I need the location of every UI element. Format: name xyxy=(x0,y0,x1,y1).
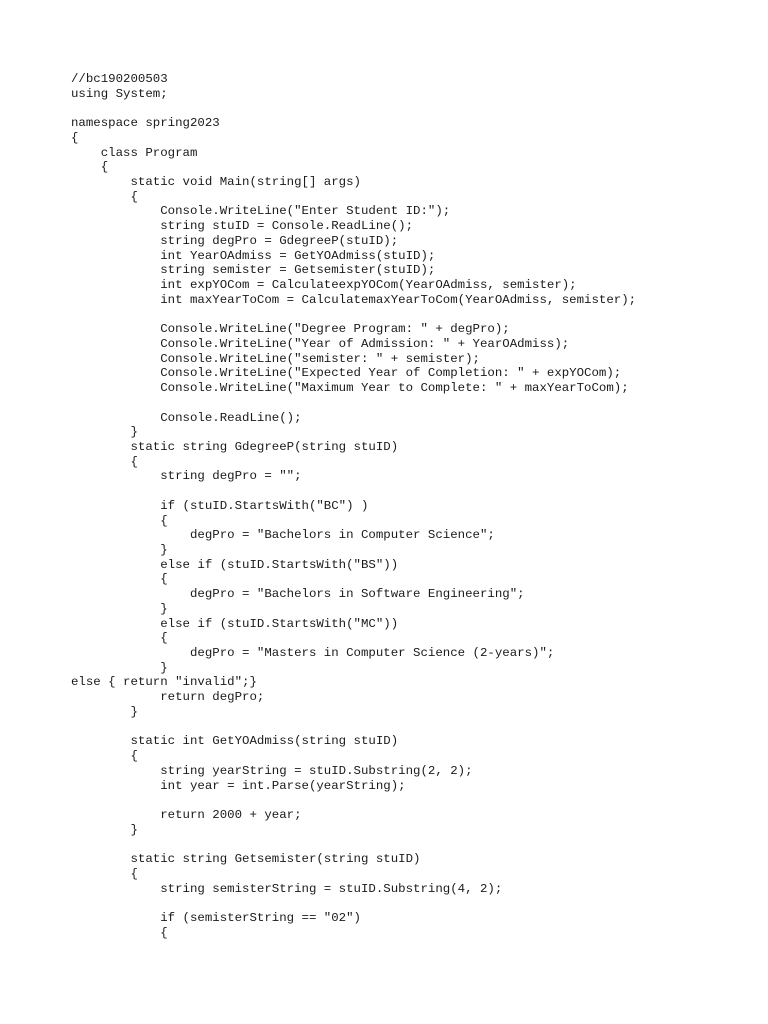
code-line: } xyxy=(71,704,138,719)
code-listing xyxy=(71,72,636,940)
code-line: { xyxy=(71,189,138,204)
code-line: if (stuID.StartsWith("BC") ) xyxy=(71,498,369,513)
code-line: Console.WriteLine("Year of Admission: " + YearOAdmiss); xyxy=(71,336,570,351)
code-line: { xyxy=(71,454,138,469)
code-line: Console.WriteLine("Expected Year of Completion: " + expYOCom); xyxy=(71,366,622,381)
code-line: { xyxy=(71,160,109,175)
code-line: static string Getsemister(string stuID) xyxy=(71,852,421,867)
code-line: else if (stuID.StartsWith("BS")) xyxy=(71,557,399,572)
code-line: string semister = Getsemister(stuID); xyxy=(71,263,436,278)
code-line: static void Main(string[] args) xyxy=(71,175,361,190)
code-line: degPro = "Bachelors in Computer Science"; xyxy=(71,528,495,543)
code-line: Console.ReadLine(); xyxy=(71,410,302,425)
code-line: } xyxy=(71,425,138,440)
code-line: static string GdegreeP(string stuID) xyxy=(71,439,399,454)
code-line: Console.WriteLine("Degree Program: " + degPro); xyxy=(71,322,510,337)
code-line: namespace spring2023 xyxy=(71,116,220,131)
code-line: else if (stuID.StartsWith("MC")) xyxy=(71,616,399,631)
code-line: else { return "invalid";} xyxy=(71,675,257,690)
code-line: } xyxy=(71,822,138,837)
code-line: { xyxy=(71,130,79,145)
code-line: static int GetYOAdmiss(string stuID) xyxy=(71,734,399,749)
code-line: Console.WriteLine("Enter Student ID:"); xyxy=(71,204,451,219)
code-line xyxy=(71,837,636,852)
code-line: string semisterString = stuID.Substring(4, 2); xyxy=(71,881,503,896)
code-line: { xyxy=(71,513,168,528)
code-line: degPro = "Bachelors in Software Engineering"; xyxy=(71,587,525,602)
code-line: { xyxy=(71,925,168,940)
code-line: } xyxy=(71,543,168,557)
code-line: //bc190200503 xyxy=(71,72,168,86)
code-line: string degPro = GdegreeP(stuID); xyxy=(71,233,399,248)
code-line: int year = int.Parse(yearString); xyxy=(71,778,406,793)
code-line: { xyxy=(71,866,138,881)
code-line: { xyxy=(71,631,168,646)
code-line: degPro = "Masters in Computer Science (2-years)"; xyxy=(71,646,555,661)
code-line: string stuID = Console.ReadLine(); xyxy=(71,219,414,234)
code-line xyxy=(71,308,636,323)
code-line xyxy=(71,484,636,499)
code-line: Console.WriteLine("semister: " + semister); xyxy=(71,351,480,366)
code-line xyxy=(71,720,636,735)
code-line xyxy=(71,896,636,911)
code-line: return 2000 + year; xyxy=(71,807,302,822)
code-line: { xyxy=(71,749,138,764)
code-line xyxy=(71,793,636,808)
code-line: } xyxy=(71,660,168,675)
code-line: int maxYearToCom = CalculatemaxYearToCom(YearOAdmiss, semister); xyxy=(71,292,637,307)
code-line: using System; xyxy=(71,86,168,101)
code-line: } xyxy=(71,601,168,616)
code-line: string yearString = stuID.Substring(2, 2); xyxy=(71,763,473,778)
code-line: { xyxy=(71,572,168,587)
code-line xyxy=(71,101,636,116)
code-line: if (semisterString == "02") xyxy=(71,910,361,925)
code-line: Console.WriteLine("Maximum Year to Complete: " + maxYearToCom); xyxy=(71,381,629,396)
code-line: int YearOAdmiss = GetYOAdmiss(stuID); xyxy=(71,248,436,263)
code-line: int expYOCom = CalculateexpYOCom(YearOAdmiss, semister); xyxy=(71,278,577,293)
code-line: return degPro; xyxy=(71,690,265,705)
code-line: class Program xyxy=(71,145,198,160)
code-line: string degPro = ""; xyxy=(71,469,302,484)
code-line xyxy=(71,396,636,411)
